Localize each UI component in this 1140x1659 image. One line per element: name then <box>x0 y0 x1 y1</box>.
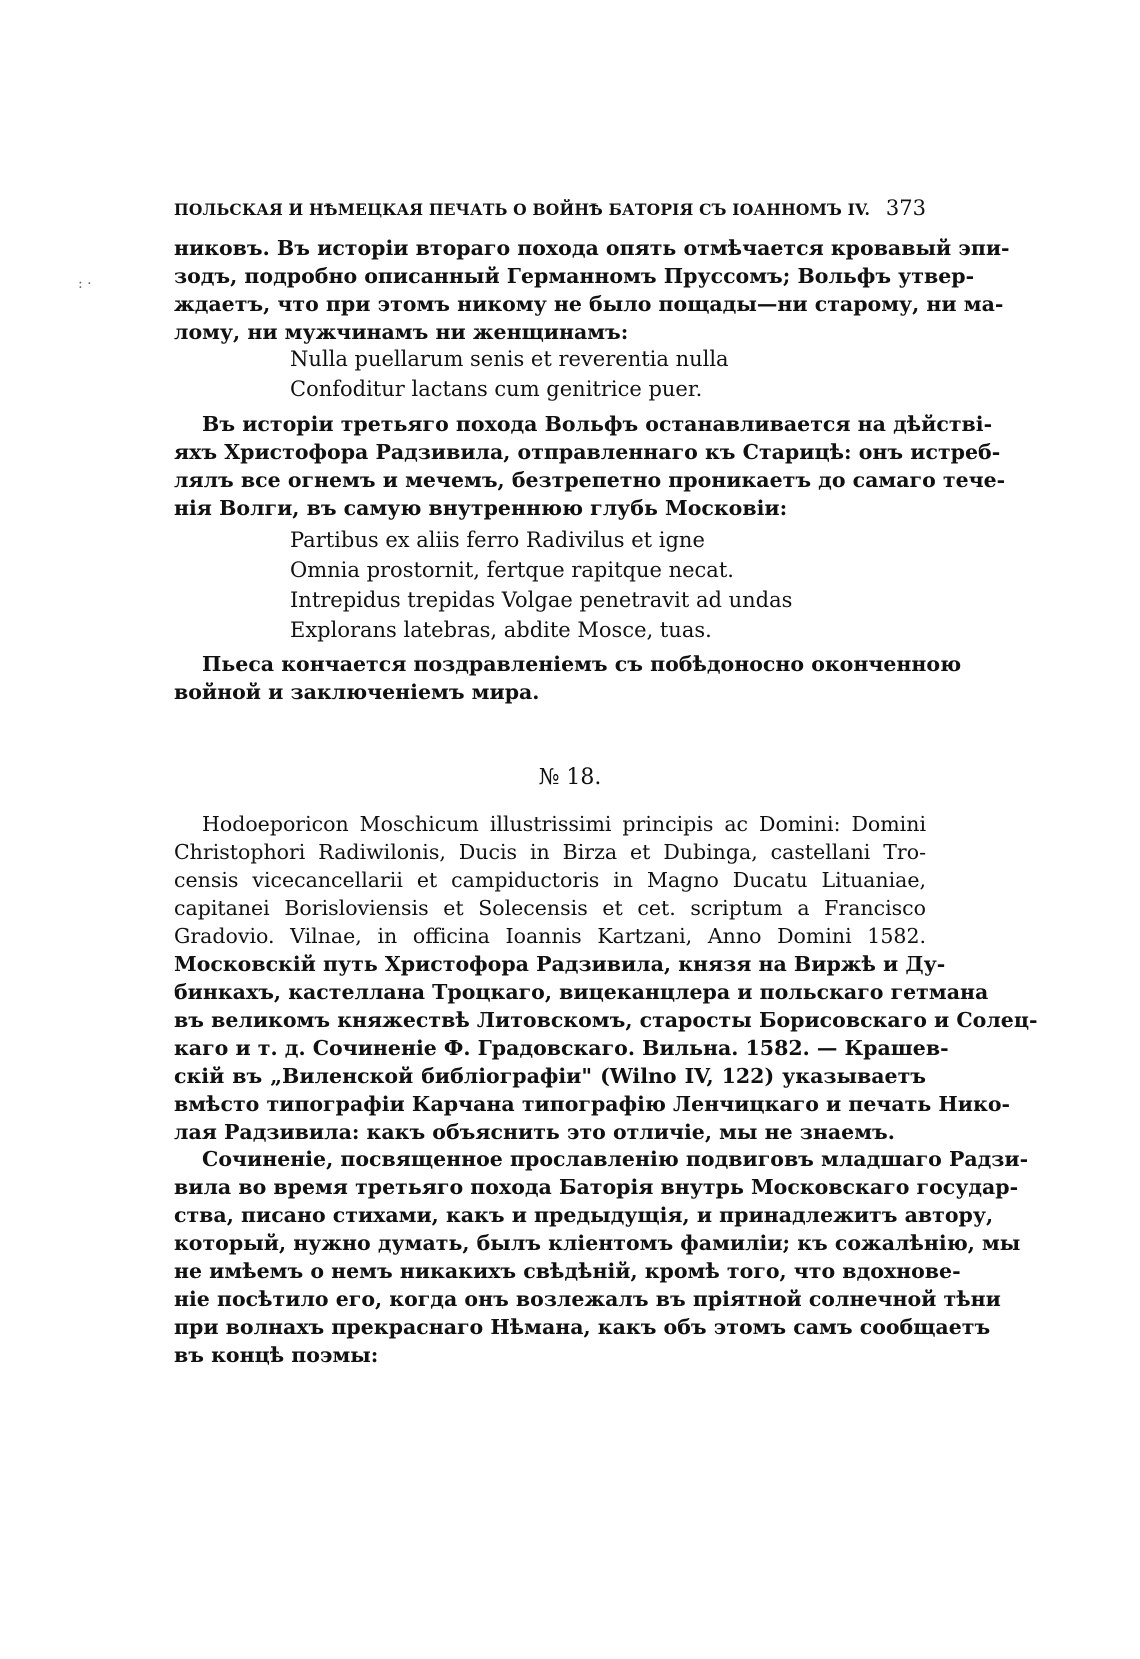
verse-line: Intrepidus trepidas Volgae penetravit ad undas <box>290 588 793 612</box>
verse-line: Omnia prostornit, fertque rapitque necat. <box>290 558 734 582</box>
verse-quote-1 <box>290 344 729 404</box>
running-header <box>174 196 926 220</box>
text-line: никовъ. Въ исторіи втораго похода опять отмѣчается кровавый эпи- <box>174 236 1010 260</box>
verse-line: Nulla puellarum senis et reverentia nulla <box>290 347 729 371</box>
verse-line: Partibus ex aliis ferro Radivilus et igne <box>290 528 705 552</box>
page-number: 373 <box>885 196 926 220</box>
text-line: вмѣсто типографіи Карчана типографію Ленчицкаго и печать Нико- <box>174 1092 1010 1116</box>
text-line: ждаетъ, что при этомъ никому не было пощады—ни старому, ни ма- <box>174 292 1004 316</box>
text-line: въ великомъ княжествѣ Литовскомъ, старосты Борисовскаго и Солец- <box>174 1008 1038 1032</box>
text-line: вила во время третьяго похода Баторія внутрь Московскаго государ- <box>174 1175 1019 1199</box>
text-line: лялъ все огнемъ и мечемъ, безтрепетно проникаетъ до самаго тече- <box>174 468 1006 492</box>
margin-speck: : · <box>78 276 92 292</box>
text-line: войной и заключеніемъ мира. <box>174 680 540 704</box>
text-line: яхъ Христофора Радзивила, отправленнаго къ Старицѣ: онъ истреб- <box>174 440 1001 464</box>
text-line: capitanei Borisloviensis et Solecensis et cet. scriptum a Francisco <box>174 896 926 920</box>
text-line: Московскій путь Христофора Радзивила, князя на Виржѣ и Ду- <box>174 952 946 976</box>
text-line: въ концѣ поэмы: <box>174 1343 379 1367</box>
section-number: № 18. <box>538 765 602 790</box>
text-line: censis vicecancellarii et campiductoris in Magno Ducatu Lituaniae, <box>174 868 926 892</box>
paragraph-5 <box>174 1145 1029 1369</box>
verse-line: Explorans latebras, abdite Mosce, tuas. <box>290 618 712 642</box>
text-line: при волнахъ прекраснаго Нѣмана, какъ объ этомъ самъ сообщаетъ <box>174 1315 991 1339</box>
text-line: ства, писано стихами, какъ и предыдущія, и принадлежитъ автору, <box>174 1203 994 1227</box>
paragraph-2 <box>174 410 1006 522</box>
paragraph-4 <box>174 810 1038 1146</box>
text-line: Gradovio. Vilnae, in officina Ioannis Kartzani, Anno Domini 1582. <box>174 924 926 948</box>
text-line: зодъ, подробно описанный Германномъ Пруссомъ; Вольфъ утвер- <box>174 264 975 288</box>
text-line: скій въ „Виленской библіографіи" (Wilno IV, 122) указываетъ <box>174 1064 926 1088</box>
text-line: каго и т. д. Сочиненіе Ф. Градовскаго. Вильна. 1582. — Крашев- <box>174 1036 949 1060</box>
text-line: Пьеса кончается поздравленіемъ съ побѣдоносно оконченною <box>202 652 962 676</box>
text-line: лому, ни мужчинамъ ни женщинамъ: <box>174 320 629 344</box>
text-line: Christophori Radiwilonis, Ducis in Birza et Dubinga, castellani Tro- <box>174 840 926 864</box>
text-line: лая Радзивила: какъ объяснить это отличіе, мы не знаемъ. <box>174 1120 895 1144</box>
verse-line: Confoditur lactans cum genitrice puer. <box>290 377 703 401</box>
running-title: ПОЛЬСКАЯ И НѢМЕЦКАЯ ПЕЧАТЬ О ВОЙНѢ БАТОРІЯ СЪ ІОАННОМЪ IV. <box>174 200 871 219</box>
paragraph-1 <box>174 234 1010 346</box>
verse-quote-2 <box>290 525 792 645</box>
text-line: Сочиненіе, посвященное прославленію подвиговъ младшаго Радзи- <box>202 1147 1029 1171</box>
text-line: ніе посѣтило его, когда онъ возлежалъ въ пріятной солнечной тѣни <box>174 1287 1001 1311</box>
paragraph-3 <box>174 650 962 706</box>
text-line: который, нужно думать, былъ кліентомъ фамиліи; къ сожалѣнію, мы <box>174 1231 1021 1255</box>
text-line: Hodoeporicon Moschicum illustrissimi principis ac Domini: Domini <box>202 812 926 836</box>
text-line: Въ исторіи третьяго похода Вольфъ останавливается на дѣйствi- <box>202 412 993 436</box>
text-line: нія Волги, въ самую внутреннюю глубь Московіи: <box>174 496 788 520</box>
text-line: бинкахъ, кастеллана Троцкаго, вицеканцлера и польскаго гетмана <box>174 980 989 1004</box>
text-line: не имѣемъ о немъ никакихъ свѣдѣній, кромѣ того, что вдохнове- <box>174 1259 961 1283</box>
